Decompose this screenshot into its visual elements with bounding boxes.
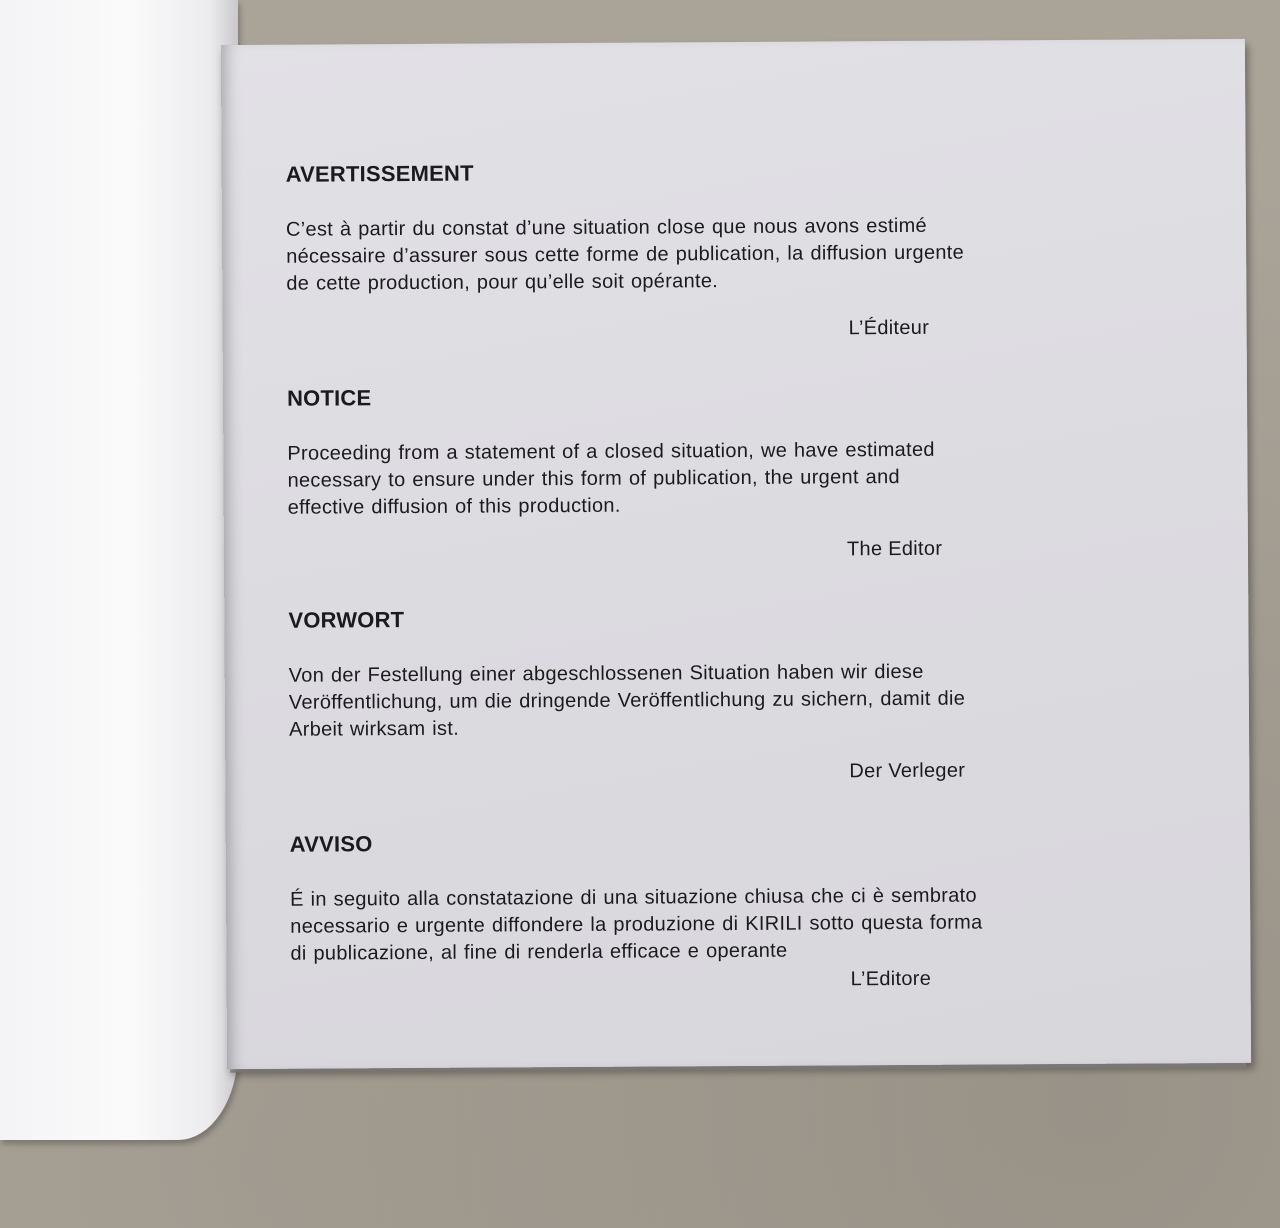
section-body <box>290 881 1150 967</box>
section-signature: L’Editore <box>850 967 932 991</box>
section-heading: VORWORT <box>288 607 405 633</box>
body-line: C’est à partir du constat d’une situation close que nous avons estimé <box>285 214 928 241</box>
body-line: Von der Festellung einer abgeschlossenen Situation haben wir diese <box>288 660 924 687</box>
left-blank-page <box>0 0 238 1140</box>
section-avviso <box>289 826 1151 991</box>
body-line: Veröffentlichung, um die dringende Veröffentlichung zu sichern, damit die <box>288 687 966 714</box>
section-heading: NOTICE <box>286 385 372 411</box>
section-signature: L’Éditeur <box>848 316 930 340</box>
body-line: É in seguito alla constatazione di una situazione chiusa che ci è sembrato <box>290 884 977 911</box>
body-line: nécessaire d’assurer sous cette forme de publication, la diffusion urgente <box>286 241 965 268</box>
body-line: Arbeit wirksam ist. <box>288 717 460 741</box>
section-body <box>286 211 1146 297</box>
body-line: Proceeding from a statement of a closed situation, we have estimated <box>287 438 935 465</box>
section-notice <box>286 380 1148 561</box>
body-line: necessary to ensure under this form of publication, the urgent and <box>287 465 900 492</box>
section-heading: AVERTISSEMENT <box>285 160 474 187</box>
right-page <box>221 39 1251 1069</box>
section-vorwort <box>288 602 1149 783</box>
section-avertissement <box>285 156 1147 340</box>
body-line: de cette production, pour qu’elle soit opérante. <box>286 270 719 295</box>
notice-content <box>285 156 1146 991</box>
section-signature: The Editor <box>846 537 943 561</box>
body-line: effective diffusion of this production. <box>287 494 621 519</box>
section-body <box>289 657 1149 743</box>
body-line: necessario e urgente diffondere la produzione di KIRILI sotto questa forma <box>290 911 983 938</box>
section-heading: AVVISO <box>289 831 373 857</box>
section-signature: Der Verleger <box>849 759 966 783</box>
section-body <box>287 435 1147 521</box>
body-line: di publicazione, al fine di renderla efficace e operante <box>290 939 788 965</box>
